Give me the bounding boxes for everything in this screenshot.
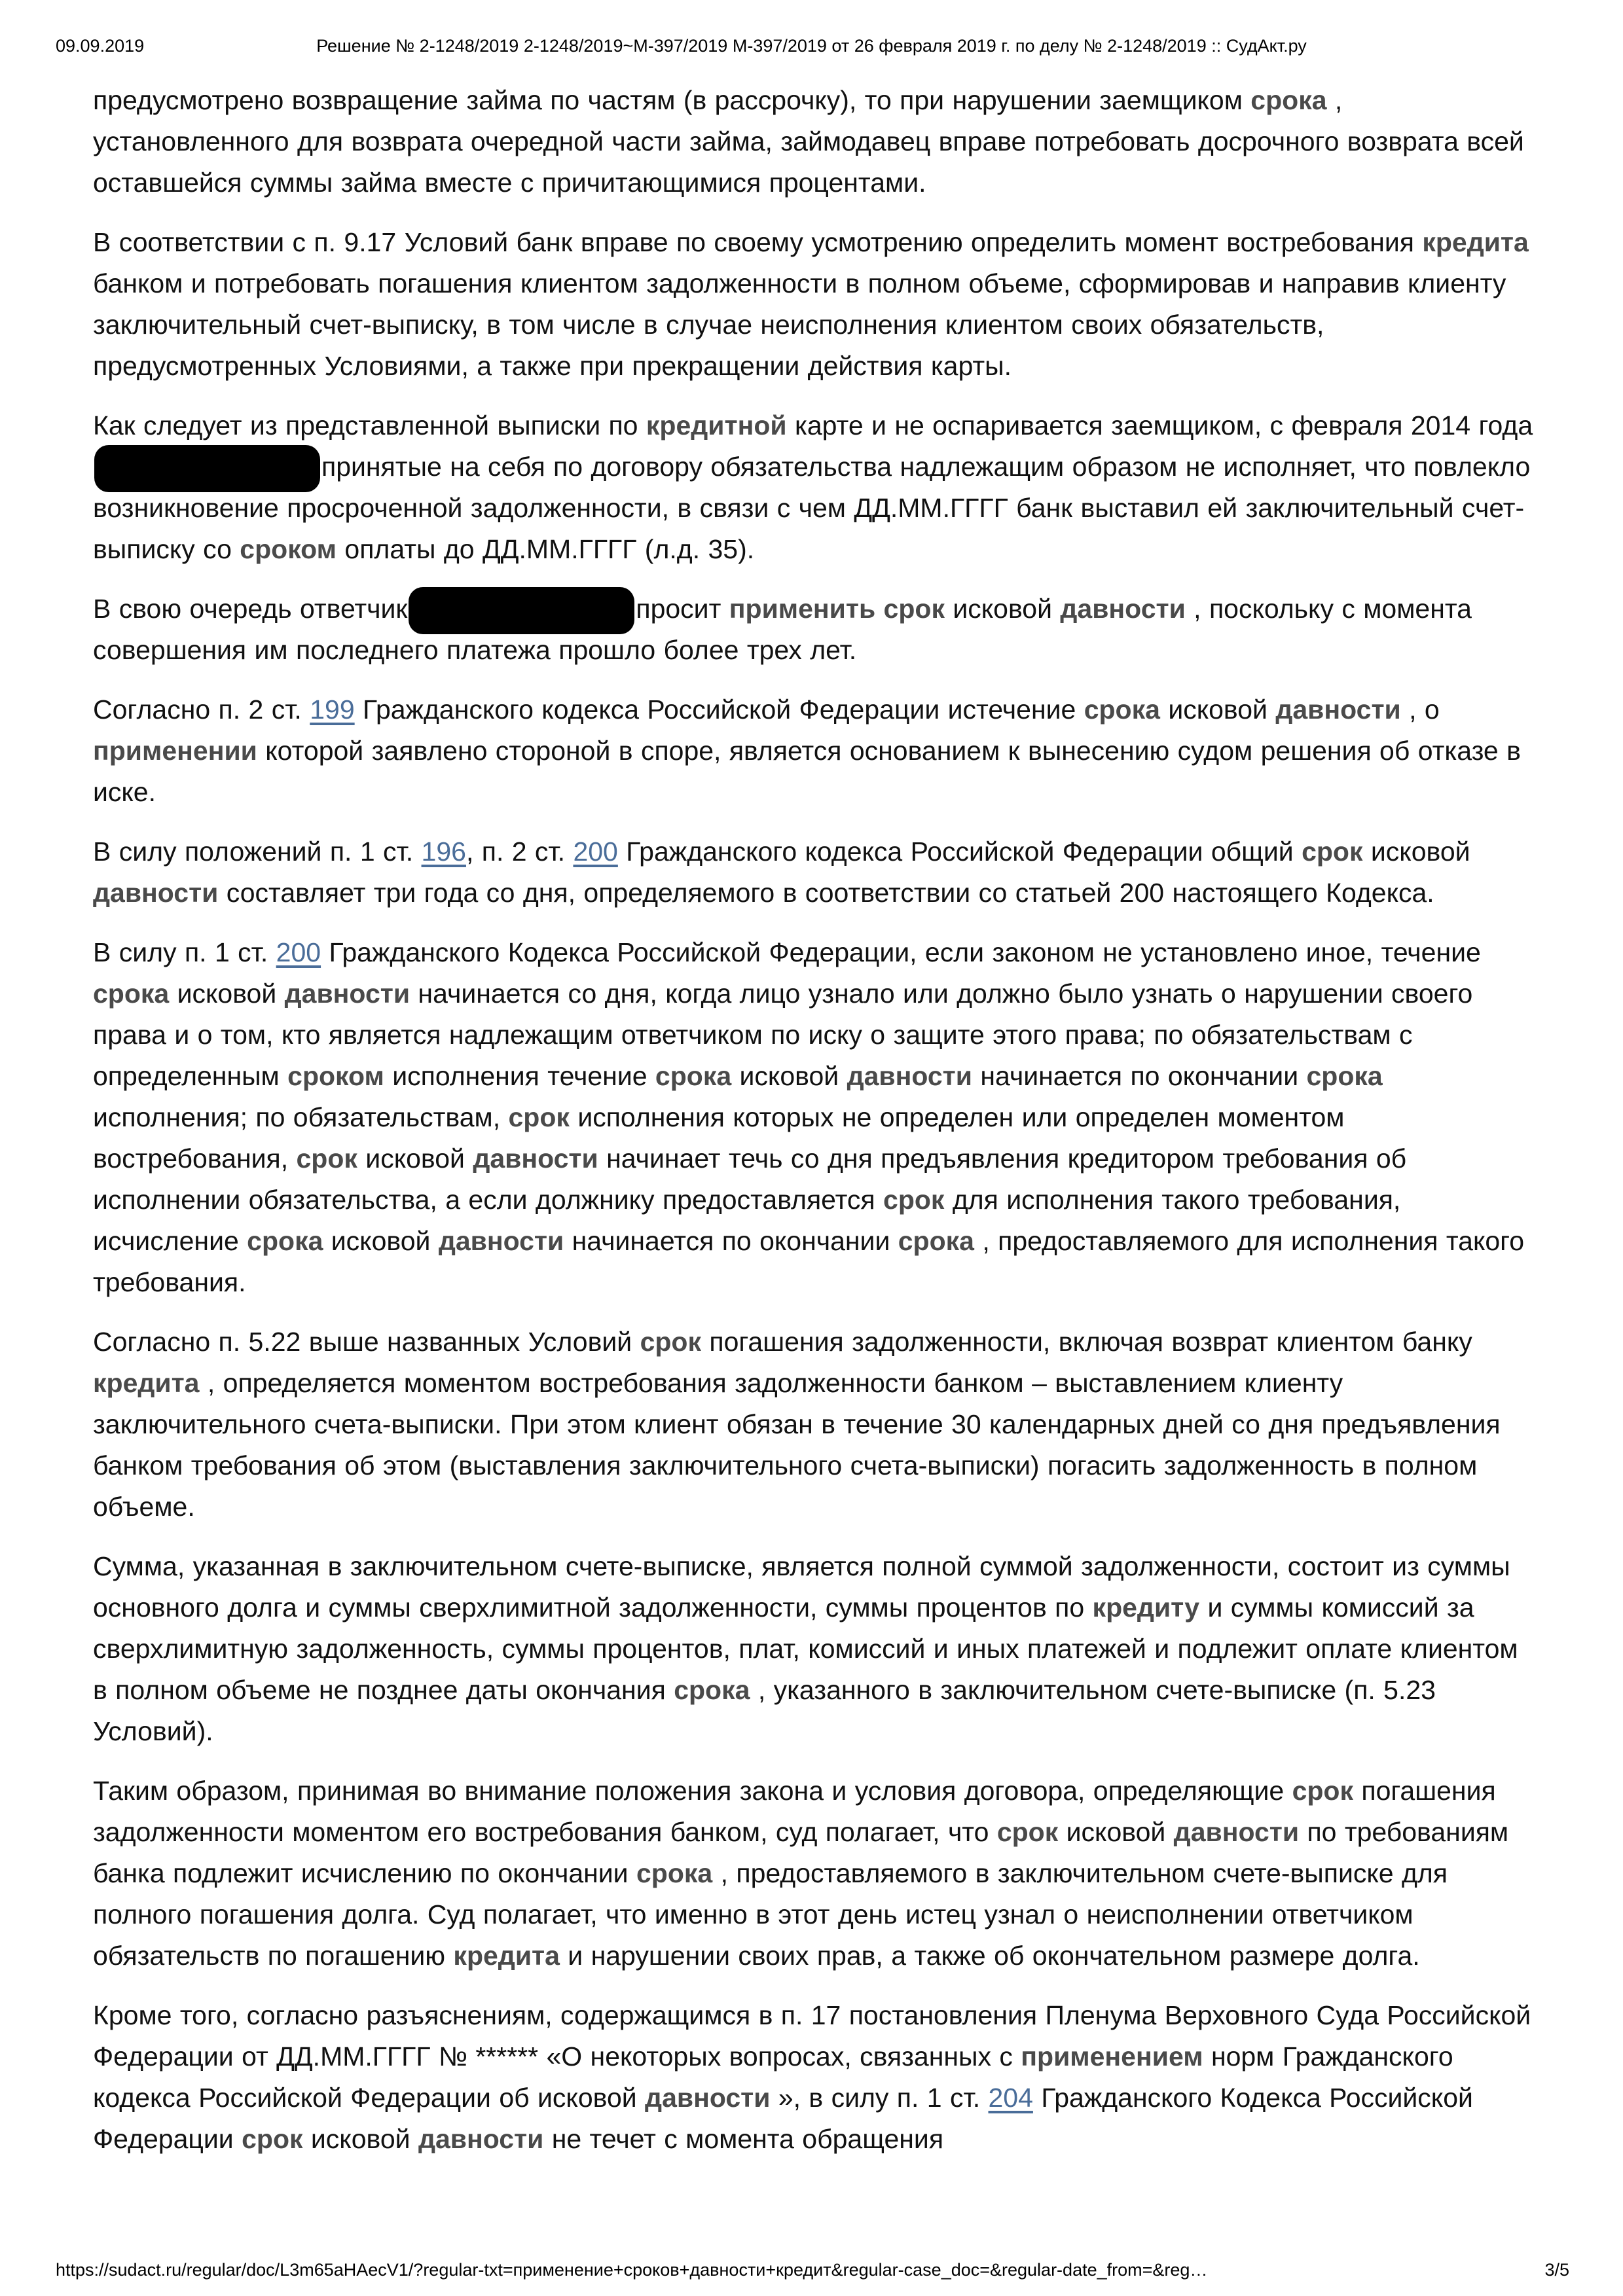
law-article-link[interactable]: 200 bbox=[276, 937, 321, 967]
text-run: погашения задолженности моментом его востребования банком, суд полагает, что bbox=[93, 1776, 1496, 1847]
paragraph bbox=[93, 222, 1533, 387]
text-run: исковой bbox=[169, 978, 285, 1009]
text-run: , установленного для возврата очередной части займа, займодавец вправе потребовать досрочного возврата всей оставшейся суммы займа вместе с причитающимися процентами. bbox=[93, 85, 1524, 198]
search-term: срок bbox=[640, 1327, 701, 1357]
text-run: норм Гражданского кодекса Российской Федерации об исковой bbox=[93, 2041, 1453, 2113]
print-footer bbox=[0, 2257, 1623, 2283]
text-run: начинает течь со дня предъявления кредитором требования об исполнении обязательства, а если должнику предоставляется bbox=[93, 1143, 1407, 1215]
text-run: просит bbox=[636, 594, 729, 624]
search-term: давности bbox=[645, 2083, 771, 2113]
text-run: , о bbox=[1400, 694, 1440, 725]
text-run: Кроме того, согласно разъяснениям, содержащимся в п. 17 постановления Пленума Верховного Суда Российской Федерации от ДД.ММ.ГГГГ № ****** «О некоторых вопросах, связанных с bbox=[93, 2000, 1531, 2072]
search-term: срок bbox=[242, 2124, 303, 2154]
paragraph bbox=[93, 405, 1533, 570]
text-run: Таким образом, принимая во внимание положения закона и условия договора, определяющие bbox=[93, 1776, 1292, 1806]
search-term: давности bbox=[93, 878, 219, 908]
text-run: Согласно п. 2 ст. bbox=[93, 694, 310, 725]
text-run: исковой bbox=[731, 1061, 847, 1091]
decision-text bbox=[93, 80, 1533, 2178]
paragraph bbox=[93, 1321, 1533, 1528]
law-article-link[interactable]: 204 bbox=[988, 2083, 1033, 2113]
text-run: , поскольку с момента совершения им последнего платежа прошло более трех лет. bbox=[93, 594, 1472, 665]
text-run: Гражданского кодекса Российской Федерации общий bbox=[617, 836, 1302, 867]
text-run: исковой bbox=[323, 1226, 439, 1256]
search-term: срок bbox=[1302, 836, 1363, 867]
text-run: погашения задолженности, включая возврат клиентом банку bbox=[701, 1327, 1472, 1357]
search-term: срока bbox=[1250, 85, 1327, 115]
paragraph bbox=[93, 932, 1533, 1303]
search-term: срок bbox=[296, 1143, 357, 1174]
text-run: , указанного в заключительном счете-выписке (п. 5.23 Условий). bbox=[93, 1675, 1436, 1746]
text-run: В силу п. 1 ст. bbox=[93, 937, 276, 967]
page-title: Решение № 2-1248/2019 2-1248/2019~М-397/2019 М-397/2019 от 26 февраля 2019 г. по делу № 2-1248/2019 :: СудАкт.ру bbox=[316, 36, 1307, 56]
search-term: давности bbox=[473, 1143, 598, 1174]
text-run: и нарушении своих прав, а также об окончательном размере долга. bbox=[559, 1941, 1420, 1971]
text-run: исковой bbox=[1159, 694, 1276, 725]
search-term: срок bbox=[996, 1817, 1059, 1847]
text-run: , п. 2 ст. bbox=[465, 836, 574, 867]
text-run: начинается по окончании bbox=[972, 1061, 1307, 1091]
search-term: применением bbox=[1021, 2041, 1203, 2072]
text-run: исковой bbox=[1362, 836, 1470, 867]
search-term: срока bbox=[93, 978, 170, 1009]
text-run: исковой bbox=[1058, 1817, 1174, 1847]
paragraph bbox=[93, 689, 1533, 813]
text-run: карте и не оспаривается заемщиком, с февраля 2014 года bbox=[786, 410, 1533, 440]
text-run: Гражданского Кодекса Российской Федерации, если законом не установлено иное, течение bbox=[321, 937, 1481, 967]
text-run: , предоставляемого в заключительном счете-выписке для полного погашения долга. Суд полагает, что именно в этот день истец узнал о неисполнении ответчиком обязательств по погашению bbox=[93, 1858, 1448, 1971]
text-run: В свою очередь ответчик bbox=[93, 594, 408, 624]
search-term: кредитной bbox=[646, 410, 787, 440]
text-run: исковой bbox=[302, 2124, 418, 2154]
text-run: Сумма, указанная в заключительном счете-выписке, является полной суммой задолженности, состоит из суммы основного долга и суммы сверхлимитной задолженности, суммы процентов по bbox=[93, 1551, 1510, 1623]
paragraph bbox=[93, 1770, 1533, 1977]
text-run: и суммы комиссий за сверхлимитную задолженность, суммы процентов, плат, комиссий и иных платежей и подлежит оплате клиентом в полном объеме не позднее даты окончания bbox=[93, 1592, 1518, 1705]
paragraph bbox=[93, 831, 1533, 914]
text-run: предусмотрено возвращение займа по частям (в рассрочку), то при нарушении заемщиком bbox=[93, 85, 1251, 115]
search-term: сроком bbox=[287, 1061, 384, 1091]
paragraph bbox=[93, 1546, 1533, 1752]
text-run: В соответствии с п. 9.17 Условий банк вправе по своему усмотрению определить момент востребования bbox=[93, 227, 1423, 257]
paragraph bbox=[93, 1995, 1533, 2160]
search-term: срока bbox=[1306, 1061, 1383, 1091]
redaction-bar bbox=[94, 445, 320, 492]
paragraph bbox=[93, 80, 1533, 204]
search-term: срока bbox=[898, 1226, 974, 1256]
page-number: 3/5 bbox=[1544, 2260, 1569, 2280]
text-run: принятые на себя по договору обязательства надлежащим образом не исполняет, что повлекло возникновение просроченной задолженности, в связи с чем ДД.ММ.ГГГГ банк выставил ей заключительный счет-выписку со bbox=[93, 452, 1531, 564]
text-run: Гражданского кодекса Российской Федерации истечение bbox=[354, 694, 1084, 725]
search-term: срока bbox=[1084, 694, 1160, 725]
text-run: Как следует из представленной выписки по bbox=[93, 410, 646, 440]
search-term: давности bbox=[847, 1061, 972, 1091]
text-run: составляет три года со дня, определяемого в соответствии со статьей 200 настоящего Кодекса. bbox=[218, 878, 1434, 908]
search-term: кредита bbox=[453, 1941, 560, 1971]
text-run: », в силу п. 1 ст. bbox=[770, 2083, 989, 2113]
text-run: оплаты до ДД.ММ.ГГГГ (л.д. 35). bbox=[337, 534, 755, 564]
text-run: , предоставляемого для исполнения такого требования. bbox=[93, 1226, 1525, 1297]
search-term: срок bbox=[883, 1185, 945, 1215]
text-run: исполнения; по обязательствам, bbox=[93, 1102, 509, 1132]
search-term: кредита bbox=[93, 1368, 200, 1398]
search-term: давности bbox=[1275, 694, 1401, 725]
text-run: не течет с момента обращения bbox=[543, 2124, 944, 2154]
search-term: кредита bbox=[1422, 227, 1529, 257]
text-run: начинается со дня, когда лицо узнало или должно было узнать о нарушении своего права и о том, кто является надлежащим ответчиком по иску о защите этого права; по обязательствам с определенным bbox=[93, 978, 1473, 1091]
law-article-link[interactable]: 200 bbox=[573, 836, 618, 867]
search-term: давности bbox=[284, 978, 410, 1009]
search-term: срока bbox=[655, 1061, 732, 1091]
search-term: давности bbox=[1060, 594, 1186, 624]
search-term: срок bbox=[508, 1102, 570, 1132]
search-term: срок bbox=[1292, 1776, 1353, 1806]
text-run: для исполнения такого требования, исчисление bbox=[93, 1185, 1401, 1256]
law-article-link[interactable]: 199 bbox=[310, 694, 355, 725]
text-run: по требованиям банка подлежит исчислению по окончании bbox=[93, 1817, 1509, 1888]
text-run: , определяется моментом востребования задолженности банком – выставлением клиенту заключительного счета-выписки. При этом клиент обязан в течение 30 календарных дней со дня предъявления банком требования об этом (выставления заключительного счета-выписки) погасить задолженность в полном объеме. bbox=[93, 1368, 1501, 1522]
text-run: В силу положений п. 1 ст. bbox=[93, 836, 422, 867]
law-article-link[interactable]: 196 bbox=[421, 836, 466, 867]
search-term: срока bbox=[247, 1226, 323, 1256]
text-run: исковой bbox=[357, 1143, 473, 1174]
text-run: банком и потребовать погашения клиентом задолженности в полном объеме, сформировав и направив клиенту заключительный счет-выписку, в том числе в случае неисполнения клиентом своих обязательств, предусмотренных Условиями, а также при прекращении действия карты. bbox=[93, 268, 1506, 381]
text-run: исковой bbox=[944, 594, 1061, 624]
search-term: срока bbox=[674, 1675, 750, 1705]
search-term: давности bbox=[438, 1226, 564, 1256]
text-run: которой заявлено стороной в споре, является основанием к вынесению судом решения об отказе в иске. bbox=[93, 736, 1521, 807]
text-run: Гражданского Кодекса Российской Федерации bbox=[93, 2083, 1473, 2154]
search-term: применении bbox=[93, 736, 257, 766]
paragraph bbox=[93, 588, 1533, 671]
search-term: срока bbox=[636, 1858, 713, 1888]
print-header bbox=[0, 33, 1623, 59]
redaction-bar bbox=[409, 587, 634, 634]
search-term: применить срок bbox=[729, 594, 945, 624]
search-term: давности bbox=[1173, 1817, 1300, 1847]
text-run: исполнения которых не определен или определен моментом востребования, bbox=[93, 1102, 1345, 1174]
search-term: кредиту bbox=[1092, 1592, 1200, 1623]
text-run: Согласно п. 5.22 выше названных Условий bbox=[93, 1327, 640, 1357]
text-run: исполнения течение bbox=[384, 1061, 655, 1091]
text-run: начинается по окончании bbox=[564, 1226, 898, 1256]
source-url: https://sudact.ru/regular/doc/L3m65aHAecV1/?regular-txt=применение+сроков+давности+кредит&regular-case_doc=&regular-date_from=&reg… bbox=[56, 2260, 1208, 2280]
search-term: сроком bbox=[240, 534, 337, 564]
search-term: давности bbox=[418, 2124, 544, 2154]
print-date: 09.09.2019 bbox=[56, 36, 145, 56]
